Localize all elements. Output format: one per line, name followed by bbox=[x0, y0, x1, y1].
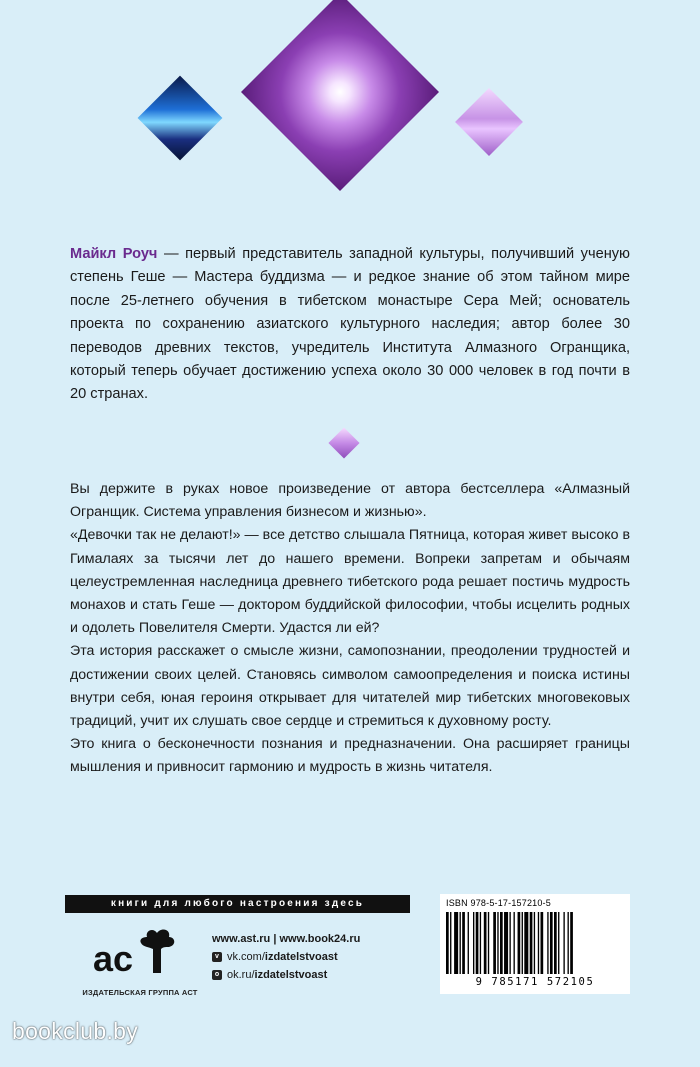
description-paragraph: Эта история расскажет о смысле жизни, самопознании, преодолении трудностей и достижении своих целей. Становясь символом самоопределения и поиска истины внутри себя, юная героиня открывает для читателей мир тибетских многовековых традиций, учит их слушать свое сердце и стремиться к духовному росту. bbox=[70, 643, 630, 730]
divider-diamond bbox=[328, 427, 359, 458]
ast-logo bbox=[85, 925, 185, 985]
blue-light-diamond-image bbox=[138, 76, 223, 161]
ok-icon: o bbox=[212, 970, 222, 980]
publisher-slogan: книги для любого настроения здесь bbox=[65, 895, 410, 913]
barcode-image bbox=[446, 912, 624, 974]
glowing-hands-diamond-image bbox=[241, 0, 439, 191]
author-name: Майкл Роуч bbox=[70, 246, 158, 262]
barcode-digits: 9 785171 572105 bbox=[475, 976, 595, 988]
description-paragraph: Вы держите в руках новое произведение от автора бестселлера «Алмазный Огранщик. Система управления бизнесом и жизнью». bbox=[70, 481, 630, 521]
author-bio bbox=[70, 243, 630, 407]
description-paragraph: Это книга о бесконечности познания и предназначении. Она расширяет границы мышления и привносит гармонию и мудрость в жизнь читателя. bbox=[70, 736, 630, 776]
ok-prefix: ok.ru/ bbox=[227, 969, 255, 981]
isbn-label: ISBN 978-5-17-157210-5 bbox=[446, 898, 551, 908]
vk-prefix: vk.com/ bbox=[227, 951, 265, 963]
svg-text:ac: ac bbox=[93, 938, 134, 979]
violet-petal-diamond-image bbox=[455, 88, 523, 156]
vk-icon: v bbox=[212, 952, 222, 962]
book-description bbox=[70, 478, 630, 780]
vk-link[interactable] bbox=[212, 948, 360, 966]
ok-handle: izdatelstvoast bbox=[254, 969, 328, 981]
isbn-barcode-box bbox=[440, 894, 630, 994]
websites-link[interactable]: www.ast.ru | www.book24.ru bbox=[212, 933, 361, 945]
ok-link[interactable] bbox=[212, 966, 360, 984]
author-bio-text: — первый представитель западной культуры, получивший ученую степень Геше — Мастера буддизма — и редкое знание об этом тайном мире после 25-летнего обучения в тибетском монастыре Сера Мей; основатель проекта по сохранению азиатского культурного наследия; автор более 30 переводов древних текстов, учредитель Института Алмазного Огранщика, который теперь обучает достижению успеха около 30 000 человек в год почти в 20 странах. bbox=[70, 246, 631, 403]
publisher-imprint: ИЗДАТЕЛЬСКАЯ ГРУППА АСТ bbox=[82, 988, 198, 997]
vk-handle: izdatelstvoast bbox=[264, 951, 338, 963]
description-paragraph: «Девочки так не делают!» — все детство слышала Пятница, которая живет высоко в Гималаях за тысячи лет до нашего времени. Вопреки запретам и обычаям целеустремленная наследница древнего тибетского рода решает постичь мудрость монахов и стать Геше — доктором буддийской философии, чтобы исцелить родных и одолеть Повелителя Смерти. Удастся ли ей? bbox=[70, 527, 630, 637]
watermark: bookclub.by bbox=[12, 1018, 139, 1044]
publisher-links bbox=[212, 930, 360, 984]
